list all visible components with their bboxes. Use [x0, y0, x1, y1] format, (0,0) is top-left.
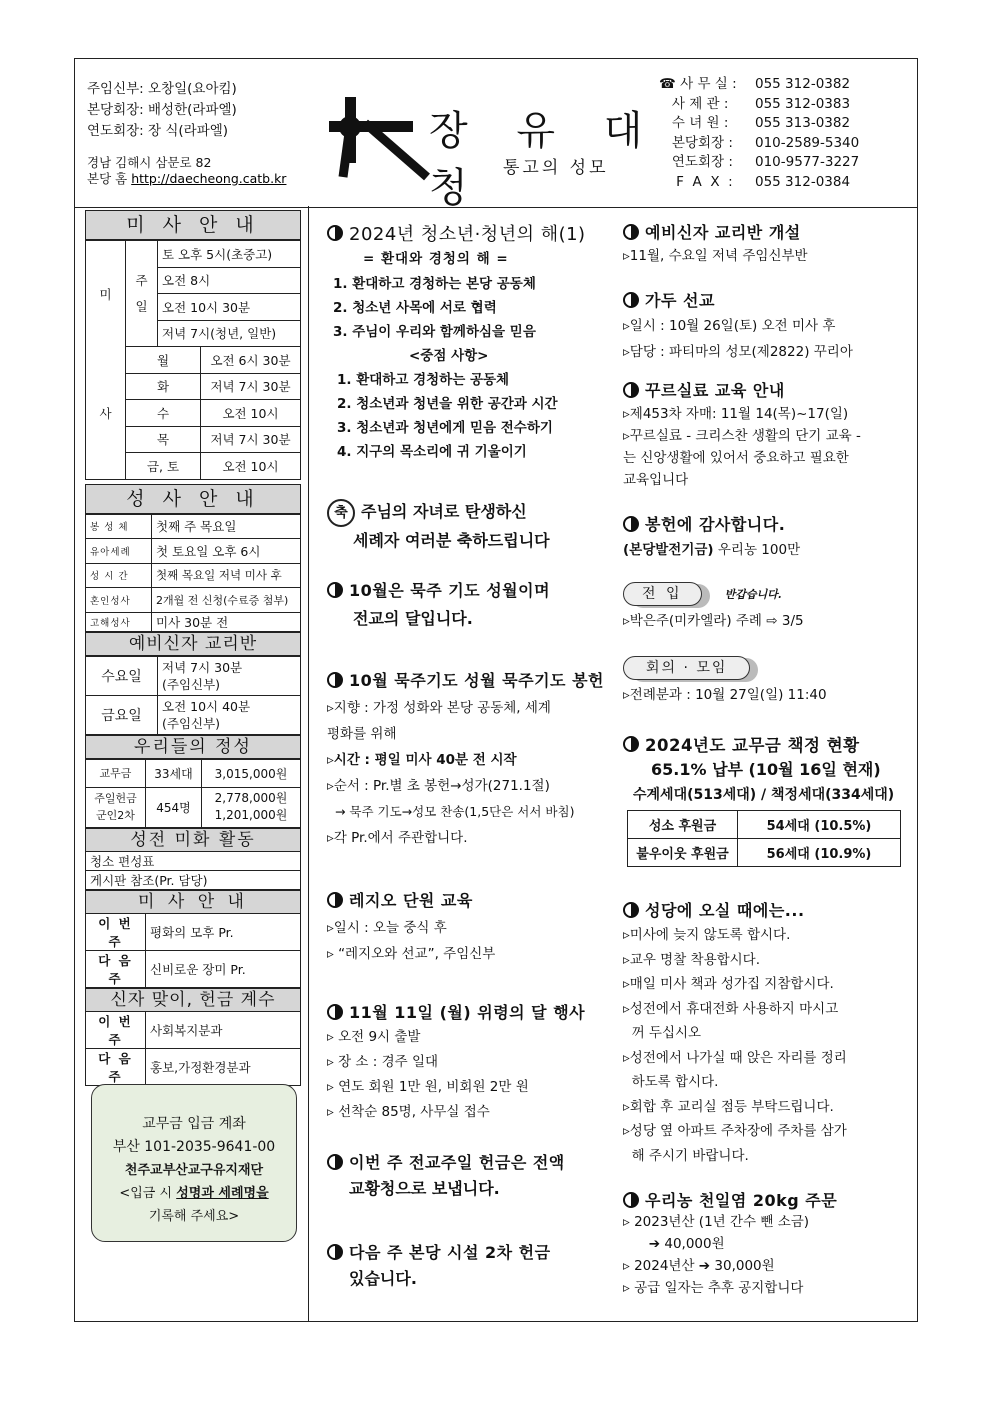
thanks-title: 봉헌에 감사합니다. — [623, 512, 923, 535]
duty-value: 신비로운 장미 Pr. — [146, 950, 301, 987]
mass-side-label: 사 — [86, 347, 126, 480]
memorial-line: ▹ 오전 9시 출발 — [327, 1029, 421, 1045]
weekday-time: 오전 10시 — [201, 453, 301, 480]
sunday-label: 주 일 — [126, 241, 158, 347]
etiquette-line: 하도록 합시다. — [623, 1074, 719, 1090]
street-mission-line: ▹일시 : 10월 26일(토) 오전 미사 후 — [623, 318, 836, 334]
catechumen-day: 금요일 — [86, 695, 158, 734]
catechumen-day: 수요일 — [86, 656, 158, 695]
mass-duty-table — [85, 914, 301, 988]
account-number: 부산 101-2035-9641-00 — [112, 1139, 276, 1155]
rosary-offering-line: → 묵주 기도→성모 찬송(1,5단은 서서 바침) — [327, 804, 575, 819]
decor-title: 성전 미화 활동 — [85, 828, 301, 852]
memorial-title: 11월 11일 (월) 위령의 달 행사 — [327, 1000, 627, 1023]
youth-item: 1. 환대하고 경청하는 본당 공동체 — [333, 276, 536, 292]
half-circle-icon — [327, 582, 343, 598]
mission-line-2: 교황청으로 보냅니다. — [349, 1179, 500, 1198]
sacrament-value: 미사 30분 전 — [152, 612, 301, 631]
half-circle-icon — [623, 292, 639, 308]
offering-table — [85, 759, 301, 828]
salt-line: ➔ 40,000원 — [623, 1236, 725, 1252]
cursillo-title: 꾸르실료 교육 안내 — [623, 378, 923, 401]
half-circle-icon — [327, 892, 343, 908]
account-note-2: 기록해 주세요> — [148, 1209, 240, 1224]
welcome-title: 신자 맞이, 헌금 계수 — [85, 988, 301, 1012]
duty-label: 이 번 주 — [86, 914, 146, 951]
sacrament-value: 첫째 주 목요일 — [152, 514, 301, 539]
clergy-yeondo-president: 연도회장: 장 식(라파엘) — [87, 123, 229, 139]
offering-amount: 3,015,000원 — [202, 759, 301, 787]
weekday-day: 목 — [126, 426, 201, 453]
rosary-month-line-2: 전교의 달입니다. — [353, 609, 473, 628]
focus-item: 2. 청소년과 청년을 위한 공간과 시간 — [337, 396, 558, 412]
offering-amount: 2,778,000원 1,201,000원 — [202, 787, 301, 827]
cursillo-line: 는 신앙생활에 있어서 중요하고 필요한 — [623, 450, 849, 466]
weekday-time: 저녁 7시 30분 — [201, 373, 301, 400]
contact-row: F A X : 055 312-0384 — [659, 173, 851, 190]
mission-offering-section — [327, 1150, 627, 1203]
cross-logo-icon — [325, 93, 435, 193]
youth-year-section — [327, 220, 627, 464]
mass-schedule-table — [85, 240, 301, 480]
etiquette-line: 해 주시기 바랍니다. — [623, 1147, 749, 1164]
catechumen-table — [85, 656, 301, 735]
offering-label: 교무금 — [86, 759, 146, 787]
half-circle-icon — [623, 382, 639, 398]
account-holder: 천주교부산교구유지재단 — [124, 1163, 264, 1178]
etiquette-line: ▹매일 미사 책과 성가집 지참합시다. — [623, 976, 834, 992]
sacrament-label: 유아세례 — [86, 539, 152, 564]
youth-year-title: 2024년 청소년·청년의 해(1) — [327, 220, 627, 246]
dues-title: 2024년도 교무금 책정 현황 — [623, 732, 923, 756]
church-etiquette-section — [623, 898, 923, 1168]
transfer-header — [623, 582, 923, 606]
contact-list — [659, 75, 859, 192]
memorial-line: ▹ 선착순 85명, 사무실 접수 — [327, 1104, 490, 1120]
dues-line-2: 수계세대(513세대) / 책정세대(334세대) — [633, 787, 895, 803]
second-collection-section — [327, 1240, 627, 1293]
half-circle-icon — [623, 902, 639, 918]
cursillo-line: ▹제453차 자매: 11월 14(목)~17(일) — [623, 406, 849, 422]
homepage: 본당 홈 http://daecheong.catb.kr — [87, 171, 287, 186]
sunday-mass: 토 오후 5시(초중고) — [158, 241, 301, 268]
parish-title: 장 유 대 청 — [429, 108, 661, 211]
salt-line: ▹ 2024년산 ➔ 30,000원 — [623, 1258, 775, 1274]
welcome-value: 홍보,가정환경분과 — [146, 1048, 301, 1085]
sacrament-label: 성 시 간 — [86, 563, 152, 588]
baptism-line-2: 세례자 여러분 축하드립니다 — [353, 530, 550, 550]
weekday-day: 화 — [126, 373, 201, 400]
weekday-time: 오전 10시 — [201, 400, 301, 427]
mass-schedule-title: 미 사 안 내 — [85, 210, 301, 240]
youth-item: 2. 청소년 사목에 서로 협력 — [333, 300, 497, 316]
sacrament-label: 고해성사 — [86, 612, 152, 631]
half-circle-icon — [623, 516, 639, 532]
welcome-label: 이 번 주 — [86, 1012, 146, 1049]
rosary-month-line-1: 10월은 묵주 기도 성월이며 — [327, 578, 627, 601]
decor-item: 게시판 참조(Pr. 담당) — [86, 870, 301, 889]
etiquette-line: ▹성당 옆 아파트 주차장에 주차를 삼가 — [623, 1123, 847, 1139]
transfer-note: 반갑습니다. — [724, 588, 782, 601]
second-collection-line-1: 다음 주 본당 시설 2차 헌금 — [327, 1240, 627, 1263]
rosary-offering-line: 평화를 위해 — [327, 726, 397, 742]
salt-line: ▹ 2023년산 (1년 간수 뺀 소금) — [623, 1214, 810, 1230]
decor-item: 청소 편성표 — [86, 852, 301, 871]
meeting-section — [623, 656, 923, 708]
salt-line: ▹ 공급 일자는 추후 공지합니다 — [623, 1280, 804, 1296]
bulletin-body — [74, 206, 918, 1322]
welcome-label: 다 음 주 — [86, 1048, 146, 1085]
sunday-mass: 오전 10시 30분 — [158, 294, 301, 321]
dues-table-label: 불우이웃 후원금 — [628, 839, 738, 867]
rosary-offering-line: ▹순서 : Pr.별 초 봉헌→성가(271.1절) — [327, 778, 550, 794]
street-mission-line: ▹담당 : 파티마의 성모(제2822) 꾸리아 — [623, 344, 853, 360]
half-circle-icon — [623, 1192, 639, 1208]
clergy-list — [87, 79, 237, 142]
contact-row: 수 녀 원 : 055 313-0382 — [659, 115, 851, 131]
weekday-day: 월 — [126, 347, 201, 374]
memorial-line: ▹ 장 소 : 경주 일대 — [327, 1054, 439, 1070]
transfer-section — [623, 582, 923, 634]
meeting-pill: 회의 · 모임 — [623, 656, 750, 680]
duty-label: 다 음 주 — [86, 950, 146, 987]
dues-table-value: 56세대 (10.9%) — [738, 839, 901, 867]
memorial-section — [327, 1000, 627, 1125]
welcome-value: 사회복지분과 — [146, 1012, 301, 1049]
mass-duty-title: 미 사 안 내 — [85, 890, 301, 914]
etiquette-line: ▹성전에서 나가실 때 앉은 자리를 정리 — [623, 1049, 847, 1066]
legio-line: ▹일시 : 오늘 중식 후 — [327, 920, 447, 936]
account-heading: 교무금 입금 계좌 — [142, 1116, 246, 1132]
address-block — [87, 155, 286, 187]
decor-table — [85, 852, 301, 890]
focus-item: 4. 지구의 목소리에 귀 기울이기 — [337, 444, 527, 460]
legio-title: 레지오 단원 교육 — [327, 888, 627, 911]
half-circle-icon — [327, 1004, 343, 1020]
youth-item: 3. 주님이 우리와 함께하심을 믿음 — [333, 324, 536, 340]
sacrament-value: 첫째 목요일 저녁 미사 후 — [152, 563, 301, 588]
half-circle-icon — [327, 1154, 343, 1170]
church-etiquette-title: 성당에 오실 때에는... — [623, 898, 923, 921]
street-mission-title: 가두 선교 — [623, 288, 923, 311]
offering-count: 33세대 — [146, 759, 202, 787]
duty-value: 평화의 모후 Pr. — [146, 914, 301, 951]
half-circle-icon — [327, 672, 343, 688]
sacrament-table — [85, 514, 301, 632]
street-mission-section — [623, 288, 923, 365]
contact-row: ☎ 사 무 실 : 055 312-0382 — [659, 76, 851, 92]
weekday-day: 수 — [126, 400, 201, 427]
rosary-month-section — [327, 578, 627, 633]
weekday-day: 금, 토 — [126, 453, 201, 480]
thanks-section — [623, 512, 923, 563]
sacrament-value: 2개월 전 신청(수료증 첨부) — [152, 588, 301, 613]
legio-section — [327, 888, 627, 967]
dues-section — [623, 732, 923, 867]
rosary-offering-section — [327, 668, 627, 851]
offering-label: 주일헌금 군인2차 — [86, 787, 146, 827]
transfer-line: ▹박은주(미카엘라) 주례 ⇨ 3/5 — [623, 613, 804, 629]
rosary-offering-line: ▹지향 : 가정 성화와 본당 공동체, 세계 — [327, 700, 551, 716]
sacrament-title: 성 사 안 내 — [85, 484, 301, 514]
second-collection-line-2: 있습니다. — [349, 1269, 417, 1288]
middle-column — [321, 206, 621, 1321]
transfer-pill: 전 입 — [623, 582, 702, 606]
sacrament-label: 혼인성사 — [86, 588, 152, 613]
catechumen-title: 예비신자 교리반 — [85, 632, 301, 656]
celebration-icon: 축 — [327, 499, 355, 527]
dues-table-label: 성소 후원금 — [628, 811, 738, 839]
offering-title: 우리들의 정성 — [85, 735, 301, 759]
half-circle-icon — [327, 1244, 343, 1260]
etiquette-line: ▹교우 명찰 착용합시다. — [623, 951, 761, 968]
account-note: <입금 시 성명과 세례명을 — [119, 1186, 269, 1201]
catechumen-open-section — [623, 220, 923, 269]
dues-line-1: 65.1% 납부 (10월 16일 현재) — [651, 760, 881, 779]
etiquette-line: ▹성전에서 휴대전화 사용하지 마시고 — [623, 1000, 839, 1017]
sunday-mass: 오전 8시 — [158, 267, 301, 294]
rosary-offering-line: ▹각 Pr.에서 주관합니다. — [327, 830, 468, 846]
focus-label: <중점 사항> — [409, 348, 489, 364]
half-circle-icon — [327, 225, 343, 241]
bank-account-box — [91, 1084, 297, 1242]
etiquette-line: ▹회합 후 교리실 점등 부탁드립니다. — [623, 1098, 834, 1115]
baptism-section — [327, 498, 627, 555]
cursillo-line: 교육입니다 — [623, 472, 689, 488]
contact-row: 연도회장 : 010-9577-3227 — [659, 154, 860, 170]
catechumen-time: 오전 10시 40분 (주임신부) — [158, 695, 301, 734]
legio-line: ▹ “레지오와 선교”, 주임신부 — [327, 946, 496, 962]
etiquette-line: 꺼 두십시오 — [623, 1025, 702, 1041]
contact-row: 사 제 관 : 055 312-0383 — [659, 95, 851, 112]
cursillo-section — [623, 378, 923, 491]
youth-subtitle: = 환대와 경청의 해 = — [363, 251, 509, 267]
catechumen-time: 저녁 7시 30분 (주임신부) — [158, 656, 301, 695]
etiquette-line: ▹미사에 늦지 않도록 합시다. — [623, 927, 791, 943]
clergy-parish-president: 본당회장: 배성한(라파엘) — [87, 102, 237, 118]
baptism-line-1: 축 주님의 자녀로 탄생하신 — [327, 498, 627, 527]
sacrament-value: 첫 토요일 오후 6시 — [152, 539, 301, 564]
catechumen-open-title: 예비신자 교리반 개설 — [623, 220, 923, 243]
salt-order-section — [623, 1188, 923, 1299]
welcome-table — [85, 1012, 301, 1086]
dues-table-value: 54세대 (10.5%) — [738, 811, 901, 839]
memorial-line: ▹ 연도 회원 1만 원, 비회원 2만 원 — [327, 1079, 529, 1095]
weekday-time: 저녁 7시 30분 — [201, 426, 301, 453]
sunday-mass: 저녁 7시(청년, 일반) — [158, 320, 301, 347]
meeting-line: ▹전례분과 : 10월 27일(일) 11:40 — [623, 687, 827, 703]
half-circle-icon — [623, 736, 639, 752]
focus-item: 1. 환대하고 경청하는 공동체 — [337, 372, 510, 388]
homepage-link[interactable]: http://daecheong.catb.kr — [131, 171, 287, 186]
contact-row: 본당회장 : 010-2589-5340 — [659, 134, 860, 151]
sacrament-label: 봉 성 체 — [86, 514, 152, 539]
salt-order-title: 우리농 천일염 20kg 주문 — [623, 1188, 923, 1211]
bulletin-header — [74, 58, 918, 211]
left-sidebar — [75, 206, 309, 1321]
offering-count: 454명 — [146, 787, 202, 827]
mass-side-label: 미 — [86, 241, 126, 347]
thanks-line: (본당발전기금) 우리농 100만 — [623, 542, 801, 558]
weekday-time: 오전 6시 30분 — [201, 347, 301, 374]
clergy-pastor: 주임신부: 오창일(요아킴) — [87, 81, 237, 97]
cursillo-line: ▹꾸르실료 - 크리스찬 생활의 단기 교육 - — [623, 428, 861, 444]
rosary-offering-line: ▹시간 : 평일 미사 40분 전 시작 — [327, 752, 517, 768]
parish-logo — [325, 87, 665, 211]
mission-line-1: 이번 주 전교주일 헌금은 전액 — [327, 1150, 627, 1173]
catechumen-open-line: ▹11월, 수요일 저녁 주임신부반 — [623, 248, 808, 264]
rosary-offering-title: 10월 묵주기도 성월 묵주기도 봉헌 — [327, 668, 627, 691]
dues-table — [627, 810, 901, 867]
half-circle-icon — [623, 224, 639, 240]
focus-item: 3. 청소년과 청년에게 믿음 전수하기 — [337, 420, 553, 436]
address: 경남 김해시 삼문로 82 — [87, 155, 212, 170]
parish-subtitle: 통고의 성모 — [503, 158, 609, 178]
sidebar-tables — [85, 210, 301, 1086]
right-column — [617, 206, 917, 1321]
